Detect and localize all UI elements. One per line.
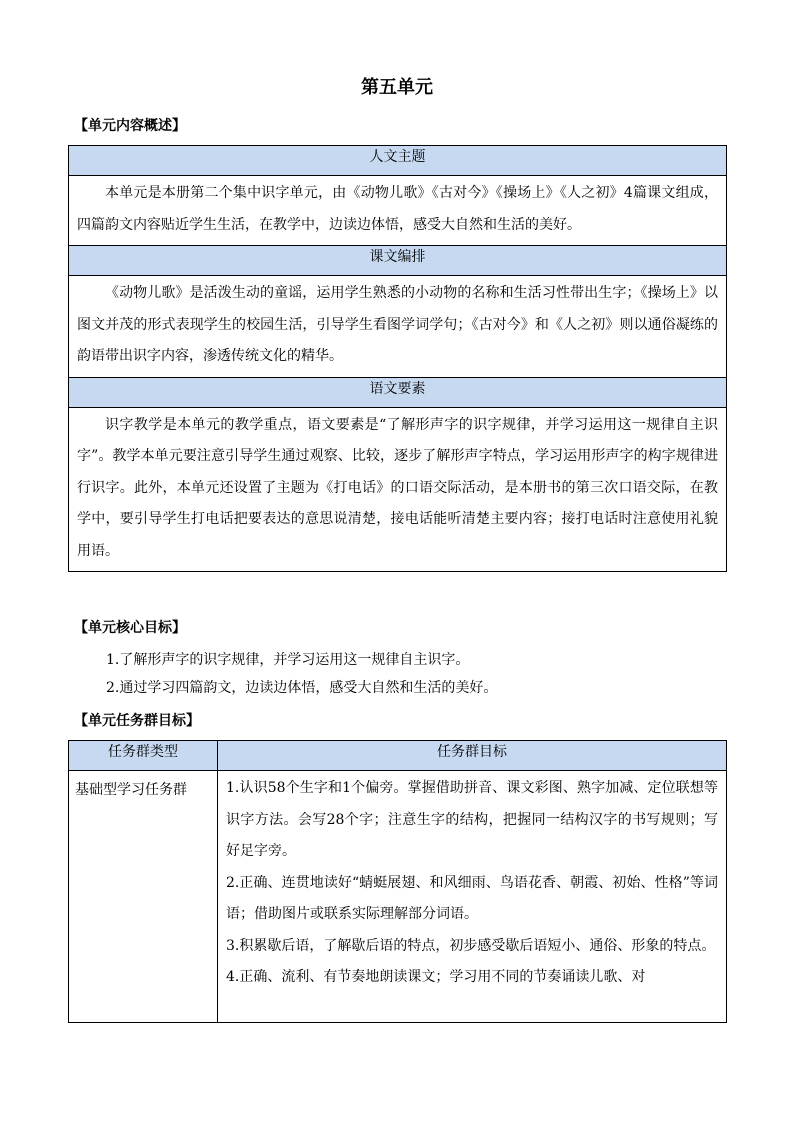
- task-groups-table: [68, 740, 727, 1023]
- overview-header-elements: 语文要素: [69, 377, 727, 407]
- task-goal-item: 3.积累歇后语，了解歇后语的特点，初步感受歇后语短小、通俗、形象的特点。: [226, 937, 716, 954]
- core-goals-heading: 【单元核心目标】: [74, 620, 186, 636]
- task-goal-item: 1.认识58个生字和1个偏旁。掌握借助拼音、课文彩图、熟字加减、定位联想等识字方法。会写28个字；注意生字的结构，把握同一结构汉字的书写规则；写好足字旁。: [226, 780, 718, 859]
- core-goal-item: 2.通过学习四篇韵文，边读边体悟，感受大自然和生活的美好。: [106, 680, 498, 696]
- overview-cell-arrangement: [69, 276, 727, 378]
- overview-table: [68, 145, 727, 572]
- overview-header-arrangement: 课文编排: [69, 246, 727, 276]
- overview-header-theme: 人文主题: [69, 146, 727, 176]
- page-title: 第五单元: [361, 77, 433, 98]
- task-goal-item: 4.正确、流利、有节奏地朗读课文；学习用不同的节奏诵读儿歌、对: [226, 969, 646, 985]
- overview-text-elements: 识字教学是本单元的教学重点，语文要素是“了解形声字的识字规律，并学习运用这一规律自主识字”。教学本单元要注意引导学生通过观察、比较，逐步了解形声字特点，学习运用形声字的构字规律进行识字。此外，本单元还设置了主题为《打电话》的口语交际活动，是本册书的第三次口语交际，在教学中，要引导学生打电话把要表达的意思说清楚，接电话能听清楚主要内容；接打电话时注意使用礼貌用语。: [77, 416, 718, 559]
- task-type-cell: 基础型学习任务群: [69, 771, 218, 1023]
- core-goals-list: [106, 646, 497, 702]
- task-groups-heading: 【单元任务群目标】: [74, 713, 200, 729]
- task-col-goal-header: 任务群目标: [218, 741, 727, 771]
- overview-heading: 【单元内容概述】: [74, 118, 186, 134]
- overview-cell-elements: [69, 407, 727, 572]
- task-col-type-header: 任务群类型: [69, 741, 218, 771]
- overview-cell-theme: [69, 176, 727, 246]
- task-goal-item: 2.正确、连贯地读好“蜻蜓展翅、和风细雨、鸟语花香、朝霞、初始、性格”等词语；借助图片或联系实际理解部分词语。: [226, 874, 718, 922]
- task-goals-cell: [218, 771, 727, 1023]
- overview-text-theme: 本单元是本册第二个集中识字单元，由《动物儿歌》《古对今》《操场上》《人之初》4篇课文组成，四篇韵文内容贴近学生生活，在教学中，边读边体悟，感受大自然和生活的美好。: [77, 185, 718, 233]
- overview-text-arrangement: 《动物儿歌》是活泼生动的童谣，运用学生熟悉的小动物的名称和生活习性带出生字；《操场上》以图文并茂的形式表现学生的校园生活，引导学生看图学词学句；《古对今》和《人之初》则以通俗凝练的韵语带出识字内容，渗透传统文化的精华。: [77, 285, 718, 364]
- core-goal-item: 1.了解形声字的识字规律，并学习运用这一规律自主识字。: [106, 652, 470, 668]
